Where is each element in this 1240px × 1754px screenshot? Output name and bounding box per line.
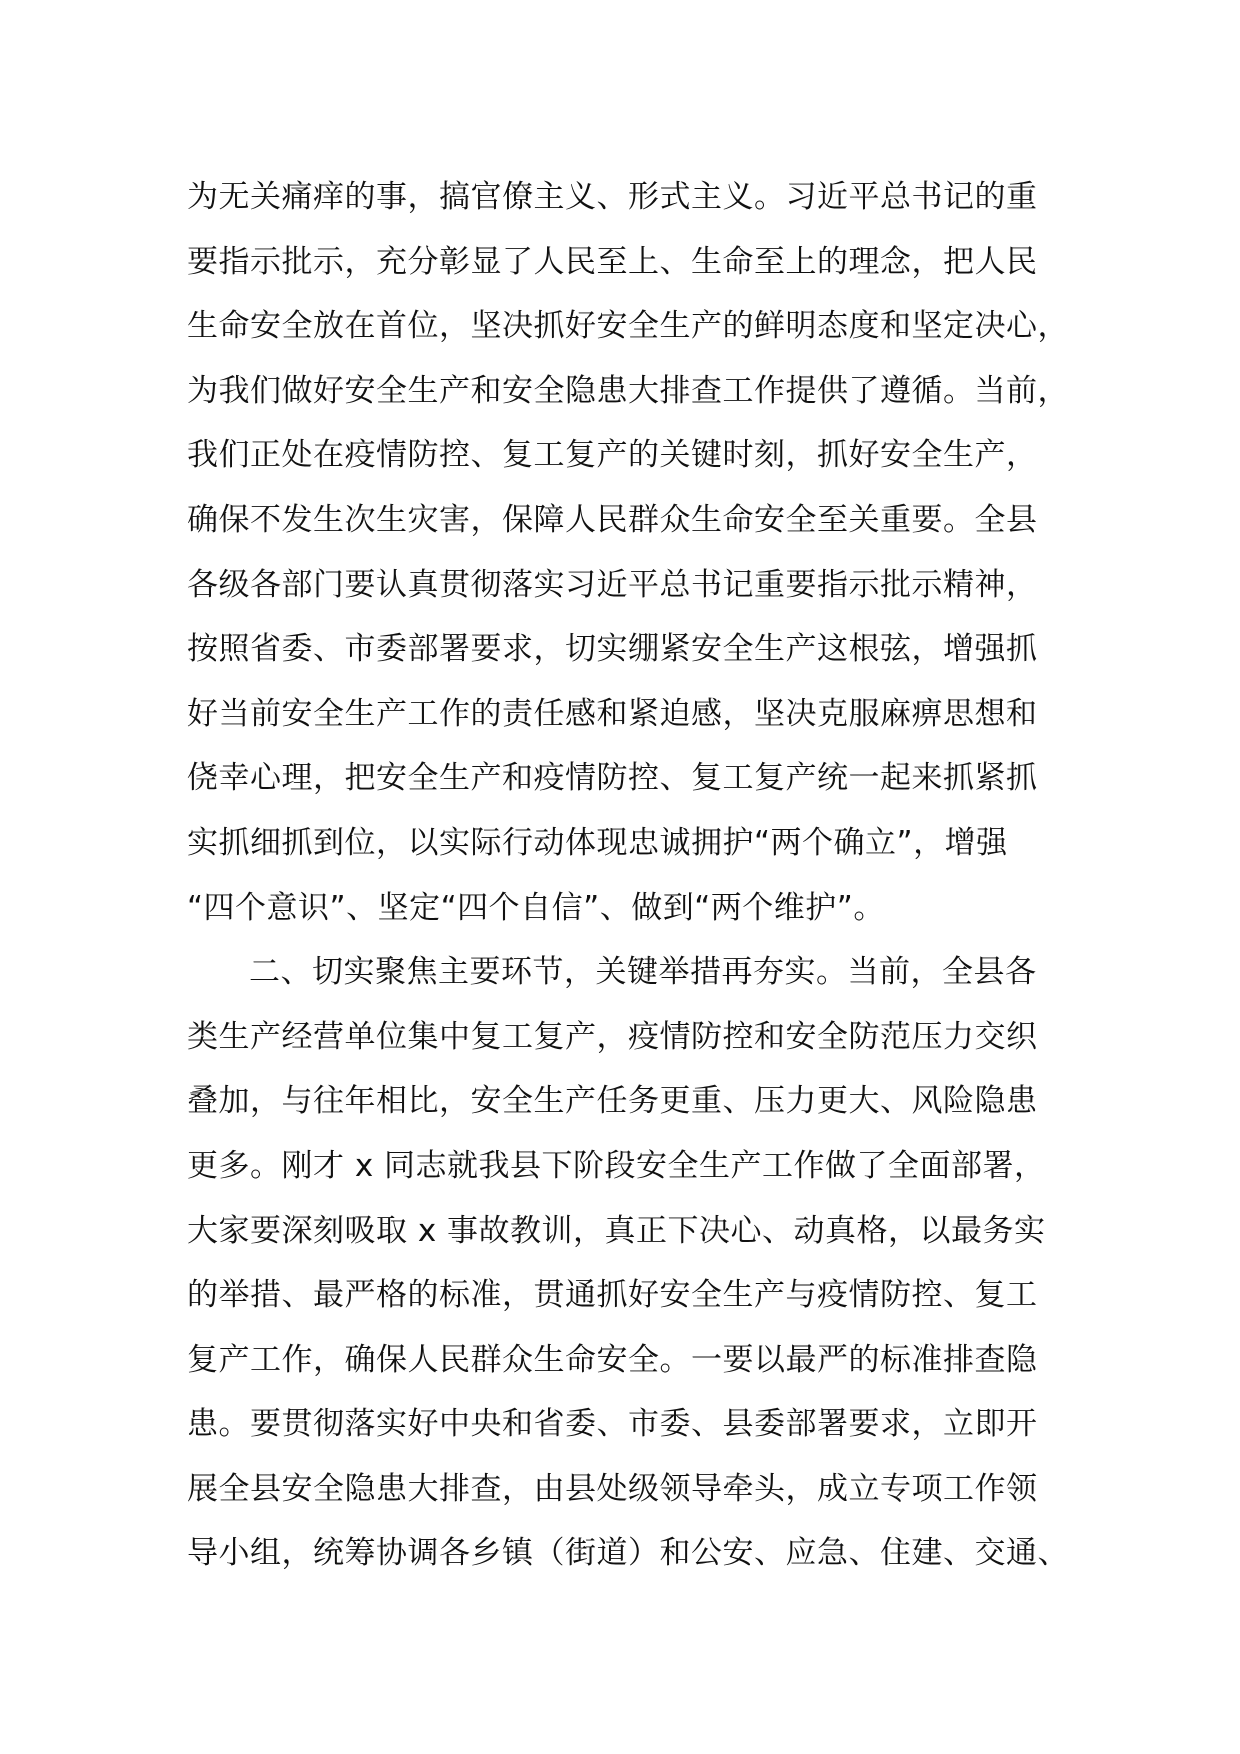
text-line: 我们正处在疫情防控、复工复产的关键时刻，抓好安全生产， [187,437,1038,474]
text-line: 生命安全放在首位，坚决抓好安全生产的鲜明态度和坚定决心， [187,308,1069,345]
text-line: 确保不发生次生灾害，保障人民群众生命安全至关重要。全县 [187,501,1038,538]
text-line: 要指示批示，充分彰显了人民至上、生命至上的理念，把人民 [187,243,1038,280]
text-line: 的举措、最严格的标准，贯通抓好安全生产与疫情防控、复工 [187,1277,1038,1314]
text-line: “四个意识”、坚定“四个自信”、做到“两个维护”。 [187,889,885,926]
text-line: 类生产经营单位集中复工复产，疫情防控和安全防范压力交织 [187,1018,1038,1055]
text-line: 更多。刚才 x 同志就我县下阶段安全生产工作做了全面部署， [187,1147,1046,1184]
body-text [187,165,1087,1586]
text-line: 导小组，统筹协调各乡镇（街道）和公安、应急、住建、交通、 [187,1535,1069,1572]
text-line: 侥幸心理，把安全生产和疫情防控、复工复产统一起来抓紧抓 [187,760,1038,797]
text-line: 患。要贯彻落实好中央和省委、市委、县委部署要求，立即开 [187,1406,1038,1443]
text-line: 好当前安全生产工作的责任感和紧迫感，坚决克服麻痹思想和 [187,695,1038,732]
text-line: 大家要深刻吸取 x 事故教训，真正下决心、动真格，以最务实 [187,1212,1046,1249]
text-line: 实抓细抓到位，以实际行动体现忠诚拥护“两个确立”，增强 [187,824,1008,861]
text-line: 复产工作，确保人民群众生命安全。一要以最严的标准排查隐 [187,1341,1038,1378]
text-line: 叠加，与往年相比，安全生产任务更重、压力更大、风险隐患 [187,1083,1038,1120]
text-line: 为无关痛痒的事，搞官僚主义、形式主义。习近平总书记的重 [187,179,1038,215]
text-line: 展全县安全隐患大排查，由县处级领导牵头，成立专项工作领 [187,1470,1038,1507]
text-line: 为我们做好安全生产和安全隐患大排查工作提供了遵循。当前， [187,372,1069,409]
text-line: 按照省委、市委部署要求，切实绷紧安全生产这根弦，增强抓 [187,631,1038,668]
text-line: 各级各部门要认真贯彻落实习近平总书记重要指示批示精神， [187,566,1038,603]
paragraph-heading-line: 二、切实聚焦主要环节，关键举措再夯实。当前，全县各 [249,954,1037,991]
